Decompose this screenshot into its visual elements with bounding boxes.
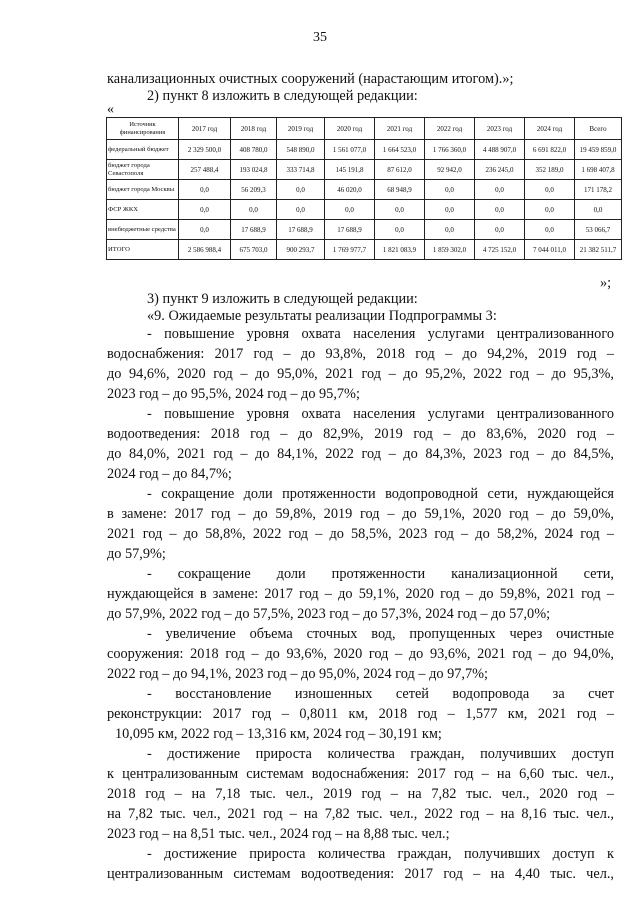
value-cell: 0,0 <box>575 200 622 220</box>
text-line: 10,095 км, 2022 год – 13,316 км, 2024 год – 30,191 км; <box>115 726 442 743</box>
value-cell: 0,0 <box>525 200 575 220</box>
value-cell: 193 024,8 <box>231 160 277 180</box>
point-9-title: «9. Ожидаемые результаты реализации Подпрограммы 3: <box>147 308 497 324</box>
intro-line-2: 2) пункт 8 изложить в следующей редакции: <box>147 88 418 104</box>
value-cell: 0,0 <box>277 180 325 200</box>
text-line: водоснабжения: 2017 год – до 93,8%, 2018 год – до 94,2%, 2019 год – <box>107 346 614 363</box>
text-line: - повышение уровня охвата населения услугами централизованного <box>147 326 614 342</box>
text-line: 2024 год – до 84,7%; <box>107 466 232 483</box>
text-line: 2023 год – на 8,51 тыс. чел., 2024 год – на 8,88 тыс. чел.; <box>107 826 450 843</box>
value-cell: 0,0 <box>231 200 277 220</box>
value-cell: 0,0 <box>525 180 575 200</box>
value-cell: 2 329 500,0 <box>179 140 231 160</box>
value-cell: 4 725 152,0 <box>475 240 525 260</box>
value-cell: 7 044 011,0 <box>525 240 575 260</box>
value-cell: 17 688,9 <box>277 220 325 240</box>
financing-table <box>106 117 622 260</box>
value-cell: 900 293,7 <box>277 240 325 260</box>
text-line: - восстановление изношенных сетей водопровода за счет <box>147 686 614 702</box>
header-cell: 2019 год <box>277 118 325 140</box>
value-cell: 0,0 <box>325 200 375 220</box>
table-row <box>107 240 622 260</box>
header-cell: 2023 год <box>475 118 525 140</box>
value-cell: 17 688,9 <box>325 220 375 240</box>
text-line: на 7,82 тыс. чел., 2021 год – на 7,82 тыс. чел., 2022 год – на 8,16 тыс. чел., <box>107 806 614 823</box>
value-cell: 2 586 988,4 <box>179 240 231 260</box>
value-cell: 1 766 360,0 <box>425 140 475 160</box>
bullet-network-restoration <box>107 684 614 744</box>
value-cell: 0,0 <box>425 200 475 220</box>
value-cell: 4 488 907,0 <box>475 140 525 160</box>
value-cell: 1 859 302,0 <box>425 240 475 260</box>
value-cell: 46 020,0 <box>325 180 375 200</box>
open-quote: « <box>107 102 114 117</box>
text-line: до 94,6%, 2020 год – до 95,0%, 2021 год – до 95,2%, 2022 год – до 95,3%, <box>107 366 614 383</box>
header-cell: Всего <box>575 118 622 140</box>
text-line: 2023 год – до 95,5%, 2024 год – до 95,7%; <box>107 386 360 403</box>
text-line: - сокращение доли протяженности водопроводной сети, нуждающейся <box>147 486 614 502</box>
bullet-sewerage-coverage <box>107 404 614 484</box>
header-cell: 2024 год <box>525 118 575 140</box>
text-line: до 57,9%; <box>107 546 166 563</box>
source-cell: внебюджетные средства <box>107 220 179 240</box>
text-line: - повышение уровня охвата населения услугами централизованного <box>147 406 614 422</box>
text-line: до 84,0%, 2021 год – до 84,1%, 2022 год – до 84,3%, 2023 год – до 84,5%, <box>107 446 614 463</box>
table-header-row <box>107 118 622 140</box>
value-cell: 675 703,0 <box>231 240 277 260</box>
table-row <box>107 220 622 240</box>
source-cell: ФСР ЖКХ <box>107 200 179 220</box>
value-cell: 0,0 <box>475 180 525 200</box>
value-cell: 21 382 511,7 <box>575 240 622 260</box>
source-cell: федеральный бюджет <box>107 140 179 160</box>
value-cell: 68 948,9 <box>375 180 425 200</box>
value-cell: 1 821 083,9 <box>375 240 425 260</box>
header-cell: 2020 год <box>325 118 375 140</box>
value-cell: 53 066,7 <box>575 220 622 240</box>
text-line: до 57,9%, 2022 год – до 57,5%, 2023 год – до 57,3%, 2024 год – до 57,0%; <box>107 606 551 623</box>
value-cell: 333 714,8 <box>277 160 325 180</box>
value-cell: 352 189,0 <box>525 160 575 180</box>
value-cell: 1 561 077,0 <box>325 140 375 160</box>
header-cell: 2022 год <box>425 118 475 140</box>
text-line: централизованным системам водоотведения: 2017 год – на 4,40 тыс. чел., <box>107 866 614 883</box>
source-cell: бюджет города Москвы <box>107 180 179 200</box>
value-cell: 87 612,0 <box>375 160 425 180</box>
value-cell: 0,0 <box>525 220 575 240</box>
bullet-sewer-network-replacement <box>107 564 614 624</box>
header-cell: 2017 год <box>179 118 231 140</box>
text-line: 2022 год – до 94,1%, 2023 год – до 95,0%, 2024 год – до 97,7%; <box>107 666 488 683</box>
close-quote: »; <box>600 275 612 291</box>
header-cell: 2018 год <box>231 118 277 140</box>
bullet-water-supply-access <box>107 744 614 844</box>
value-cell: 0,0 <box>277 200 325 220</box>
text-line: - достижение прироста количества граждан, получивших доступ <box>147 746 614 762</box>
value-cell: 0,0 <box>475 220 525 240</box>
text-line: сооружения: 2018 год – до 93,6%, 2020 год – до 93,6%, 2021 год – до 94,0%, <box>107 646 614 663</box>
value-cell: 257 488,4 <box>179 160 231 180</box>
text-line: в замене: 2017 год – до 59,8%, 2019 год – до 59,1%, 2020 год – до 59,0%, <box>107 506 614 523</box>
text-line: водоотведения: 2018 год – до 82,9%, 2019 год – до 83,6%, 2020 год – <box>107 426 614 443</box>
text-line: - сокращение доли протяженности канализационной сети, <box>147 566 614 582</box>
value-cell: 548 890,0 <box>277 140 325 160</box>
text-line: 2021 год – до 58,8%, 2022 год – до 58,5%, 2023 год – до 58,2%, 2024 год – <box>107 526 614 543</box>
value-cell: 6 691 822,0 <box>525 140 575 160</box>
value-cell: 92 942,0 <box>425 160 475 180</box>
table-row <box>107 140 622 160</box>
bullet-wastewater-treatment <box>107 624 614 684</box>
value-cell: 171 178,2 <box>575 180 622 200</box>
header-cell: 2021 год <box>375 118 425 140</box>
source-cell: ИТОГО <box>107 240 179 260</box>
value-cell: 0,0 <box>179 200 231 220</box>
page-number: 35 <box>313 30 327 45</box>
value-cell: 0,0 <box>475 200 525 220</box>
value-cell: 236 245,0 <box>475 160 525 180</box>
source-cell: бюджет города Севастополя <box>107 160 179 180</box>
value-cell: 0,0 <box>375 220 425 240</box>
table-row <box>107 180 622 200</box>
value-cell: 0,0 <box>425 220 475 240</box>
point-3-header: 3) пункт 9 изложить в следующей редакции: <box>147 291 418 307</box>
text-line: к централизованным системам водоснабжения: 2017 год – на 6,60 тыс. чел., <box>107 766 614 783</box>
value-cell: 145 191,8 <box>325 160 375 180</box>
value-cell: 408 780,0 <box>231 140 277 160</box>
value-cell: 0,0 <box>425 180 475 200</box>
intro-line-1: канализационных очистных сооружений (нарастающим итогом).»; <box>107 71 514 87</box>
bullet-water-network-replacement <box>107 484 614 564</box>
value-cell: 17 688,9 <box>231 220 277 240</box>
text-line: - достижение прироста количества граждан, получивших доступ к <box>147 846 614 862</box>
value-cell: 0,0 <box>375 200 425 220</box>
text-line: реконструкции: 2017 год – 0,8011 км, 2018 год – 1,577 км, 2021 год – <box>107 706 614 723</box>
header-cell: Источник финансирования <box>107 118 179 140</box>
value-cell: 1 664 523,0 <box>375 140 425 160</box>
bullet-water-supply-coverage <box>107 324 614 404</box>
value-cell: 1 769 977,7 <box>325 240 375 260</box>
value-cell: 1 698 407,8 <box>575 160 622 180</box>
value-cell: 56 209,3 <box>231 180 277 200</box>
value-cell: 19 459 859,0 <box>575 140 622 160</box>
table-row <box>107 200 622 220</box>
bullet-sewerage-access <box>107 844 614 884</box>
text-line: - увеличение объема сточных вод, пропущенных через очистные <box>147 626 614 642</box>
table-row <box>107 160 622 180</box>
text-line: нуждающейся в замене: 2017 год – до 59,1%, 2020 год – до 59,8%, 2021 год – <box>107 586 614 603</box>
text-line: 2018 год – на 7,18 тыс. чел., 2019 год – на 7,82 тыс. чел., 2020 год – <box>107 786 614 803</box>
value-cell: 0,0 <box>179 220 231 240</box>
value-cell: 0,0 <box>179 180 231 200</box>
